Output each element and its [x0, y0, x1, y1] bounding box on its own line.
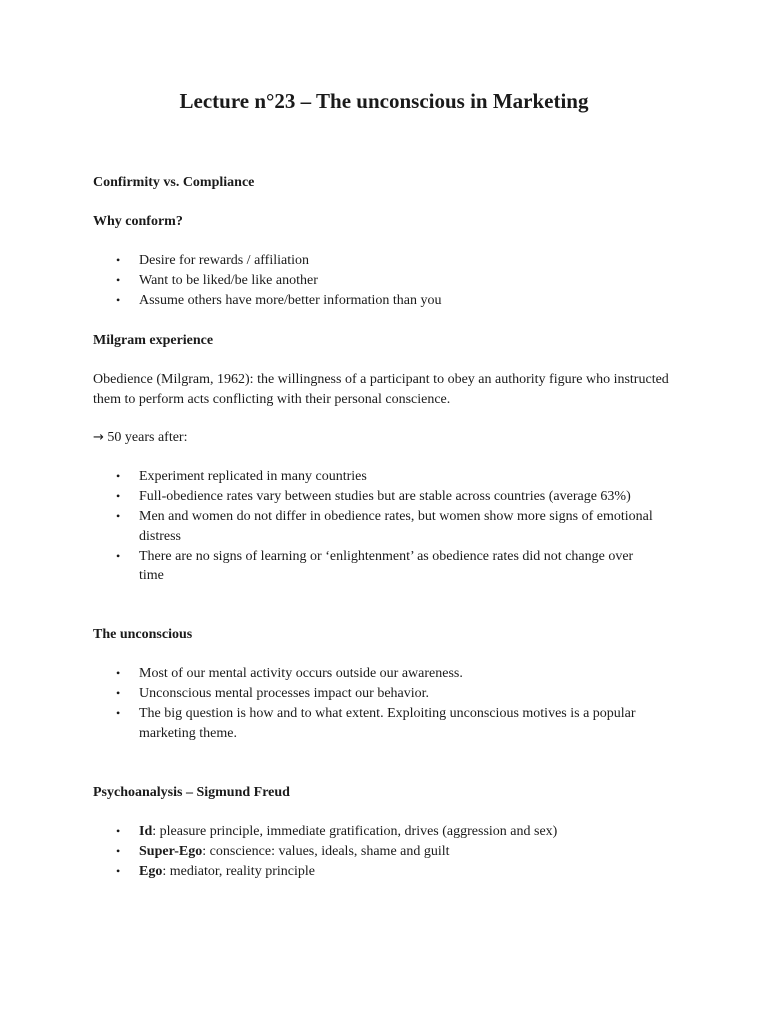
bullet-icon: • — [116, 273, 121, 287]
list-item: • Super-Ego: conscience: values, ideals, shame and guilt — [0, 842, 659, 862]
bullet-icon: • — [116, 706, 121, 720]
unconscious-list — [0, 664, 680, 744]
arrow-right-icon: → — [93, 430, 104, 445]
bullet-icon: • — [116, 253, 121, 267]
heading-why-conform: Why conform? — [93, 214, 183, 229]
heading-unconscious: The unconscious — [93, 627, 193, 642]
term-id: Id — [139, 824, 153, 839]
bullet-icon: • — [116, 864, 121, 878]
freud-list — [0, 822, 680, 882]
bullet-icon: • — [116, 824, 121, 838]
list-item: • The big question is how and to what extent. Exploiting unconscious motives is a popular marketing theme. — [116, 706, 636, 741]
heading-conformity: Confirmity vs. Compliance — [93, 175, 255, 190]
milgram-paragraph: Obedience (Milgram, 1962): the willingness of a participant to obey an authority figure who instructed them to perform acts conflicting with their personal conscience. — [93, 372, 669, 407]
list-item: • Assume others have more/better information than you — [0, 291, 659, 311]
list-item: • Want to be liked/be like another — [0, 271, 659, 291]
list-item: • Full-obedience rates vary between studies but are stable across countries (average 63%) — [0, 487, 659, 507]
term-super-ego: Super-Ego — [139, 844, 203, 859]
heading-freud: Psychoanalysis – Sigmund Freud — [93, 785, 290, 800]
milgram-list — [0, 467, 680, 586]
bullet-icon: • — [116, 293, 121, 307]
list-item: • There are no signs of learning or ‘enlightenment’ as obedience rates did not change over time — [116, 548, 634, 583]
bullet-icon: • — [116, 489, 121, 503]
bullet-icon: • — [116, 548, 121, 563]
bullet-icon: • — [116, 666, 121, 680]
bullet-icon: • — [116, 686, 121, 700]
why-conform-list — [0, 251, 680, 311]
list-item: • Id: pleasure principle, immediate gratification, drives (aggression and sex) — [0, 822, 659, 842]
bullet-icon: • — [116, 844, 121, 858]
list-item: • Most of our mental activity occurs outside our awareness. — [0, 664, 659, 684]
bullet-icon: • — [116, 509, 121, 523]
heading-milgram: Milgram experience — [93, 333, 214, 348]
list-item: • Desire for rewards / affiliation — [0, 251, 659, 271]
list-item: • Unconscious mental processes impact our behavior. — [0, 684, 659, 704]
list-item: • Ego: mediator, reality principle — [0, 862, 659, 882]
list-item: • Men and women do not differ in obedience rates, but women show more signs of emotional distress — [116, 509, 653, 544]
page-title: Lecture n°23 – The unconscious in Marketing — [179, 89, 589, 113]
term-ego: Ego — [139, 864, 163, 879]
milgram-followup: → 50 years after: — [93, 430, 188, 445]
bullet-icon: • — [116, 469, 121, 483]
list-item: • Experiment replicated in many countries — [0, 467, 659, 487]
